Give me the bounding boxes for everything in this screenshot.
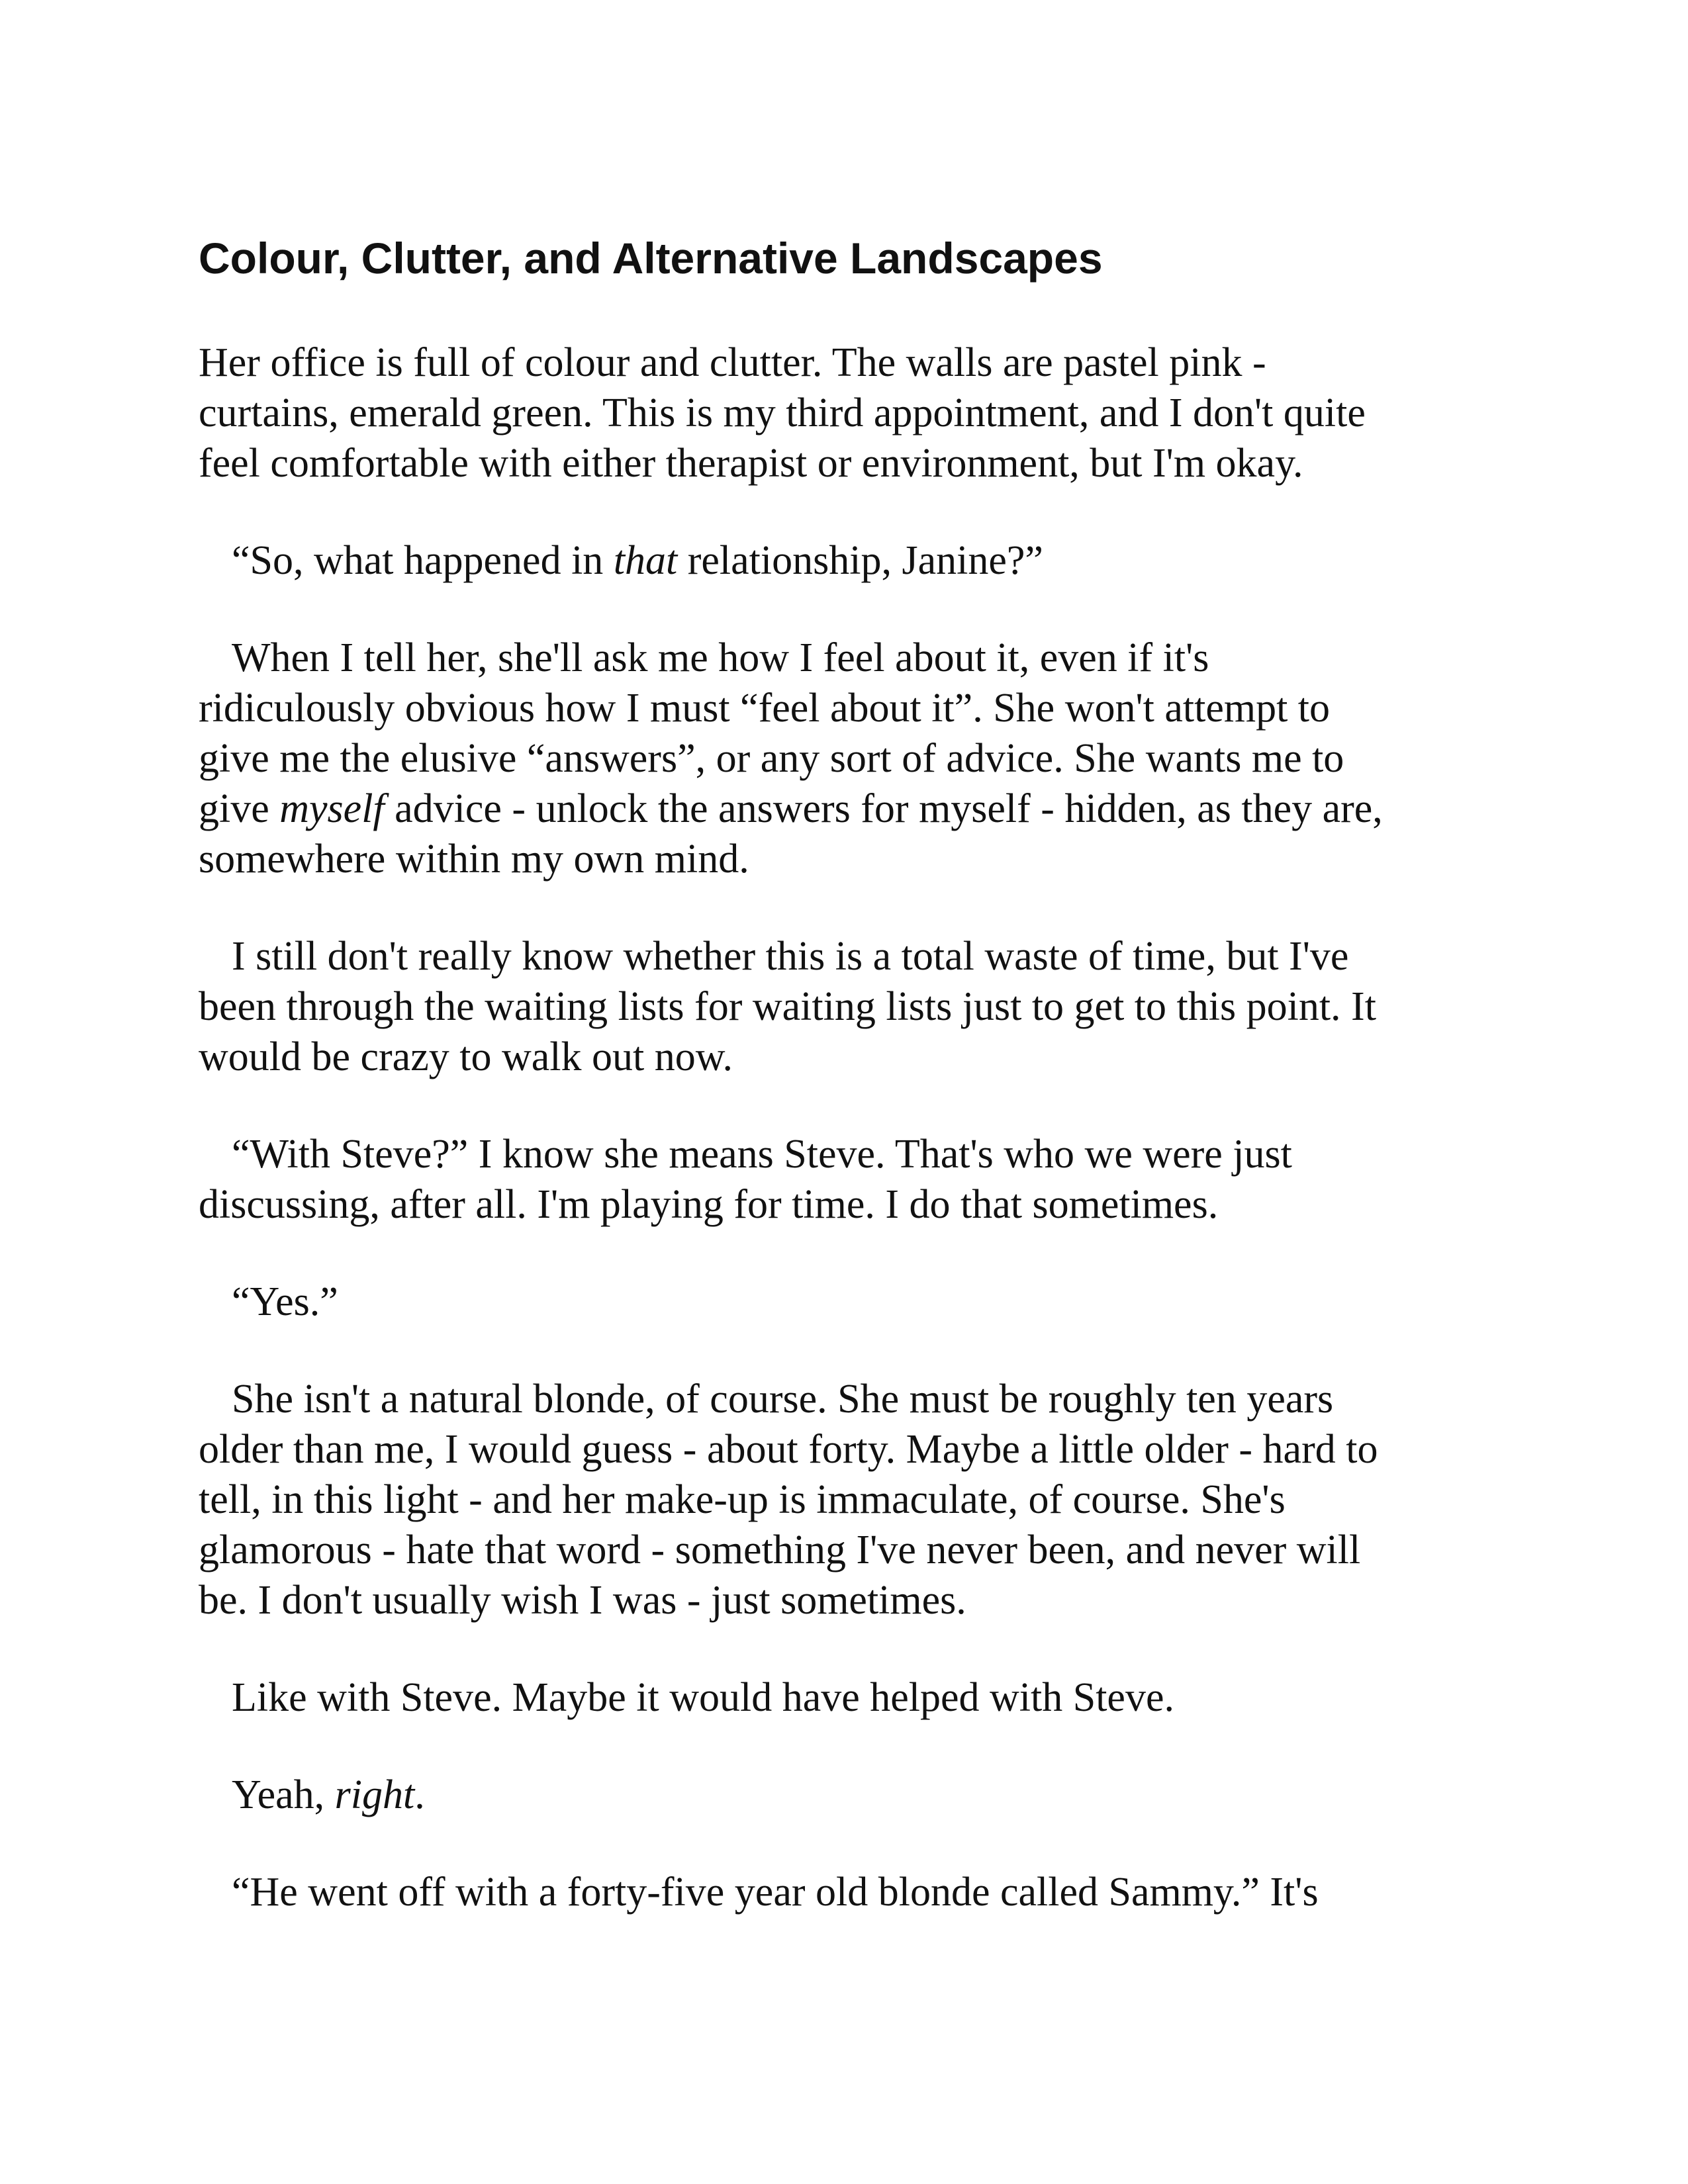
text-line: ridiculously obvious how I must “feel about it”. She won't attempt to — [199, 686, 1331, 731]
text-line: She isn't a natural blonde, of course. She must be roughly ten years — [232, 1377, 1334, 1422]
paragraph — [199, 1672, 1489, 1723]
text-line: be. I don't usually wish I was - just sometimes. — [199, 1578, 966, 1623]
paragraph — [199, 931, 1489, 1082]
text-line: Like with Steve. Maybe it would have helped with Steve. — [232, 1675, 1174, 1720]
text-run: Yeah, — [232, 1772, 335, 1817]
emphasis-text: right — [334, 1772, 415, 1817]
text-run: “So, what happened in — [232, 538, 614, 583]
paragraph — [199, 1867, 1489, 1917]
text-line: give me the elusive “answers”, or any sort of advice. She wants me to — [199, 736, 1344, 781]
text-line: Her office is full of colour and clutter. The walls are pastel pink - — [199, 340, 1266, 385]
text-line: “He went off with a forty-five year old blonde called Sammy.” It's — [232, 1870, 1319, 1915]
text-line: tell, in this light - and her make-up is immaculate, of course. She's — [199, 1477, 1286, 1522]
text-line: older than me, I would guess - about forty. Maybe a little older - hard to — [199, 1427, 1378, 1472]
text-line: somewhere within my own mind. — [199, 837, 749, 882]
text-line — [199, 784, 1489, 834]
emphasis-text: myself — [279, 786, 385, 831]
paragraph — [199, 1129, 1489, 1230]
text-line: curtains, emerald green. This is my third appointment, and I don't quite — [199, 390, 1366, 435]
text-line — [232, 535, 1489, 586]
text-line: been through the waiting lists for waiting lists just to get to this point. It — [199, 984, 1376, 1029]
emphasis-text: that — [613, 538, 678, 583]
text-line: glamorous - hate that word - something I've never been, and never will — [199, 1527, 1361, 1572]
text-line: would be crazy to walk out now. — [199, 1034, 733, 1079]
text-line: “With Steve?” I know she means Steve. That's who we were just — [232, 1132, 1292, 1177]
body-text — [199, 338, 1489, 1964]
paragraph — [199, 1277, 1489, 1327]
text-line: “Yes.” — [232, 1279, 338, 1324]
text-run: advice - unlock the answers for myself - hidden, as they are, — [384, 786, 1383, 831]
text-run: . — [414, 1772, 425, 1817]
text-line: discussing, after all. I'm playing for time. I do that sometimes. — [199, 1182, 1219, 1227]
chapter-title: Colour, Clutter, and Alternative Landscapes — [199, 234, 1103, 283]
paragraph — [199, 1770, 1489, 1820]
paragraph — [199, 633, 1489, 884]
paragraph — [199, 535, 1489, 586]
text-line: When I tell her, she'll ask me how I feel about it, even if it's — [232, 635, 1209, 680]
text-run: give — [199, 786, 280, 831]
text-line — [232, 1770, 1489, 1820]
paragraph — [199, 338, 1489, 488]
text-line: feel comfortable with either therapist or environment, but I'm okay. — [199, 441, 1303, 486]
text-line: I still don't really know whether this is a total waste of time, but I've — [232, 934, 1349, 979]
text-run: relationship, Janine?” — [677, 538, 1043, 583]
paragraph — [199, 1374, 1489, 1625]
